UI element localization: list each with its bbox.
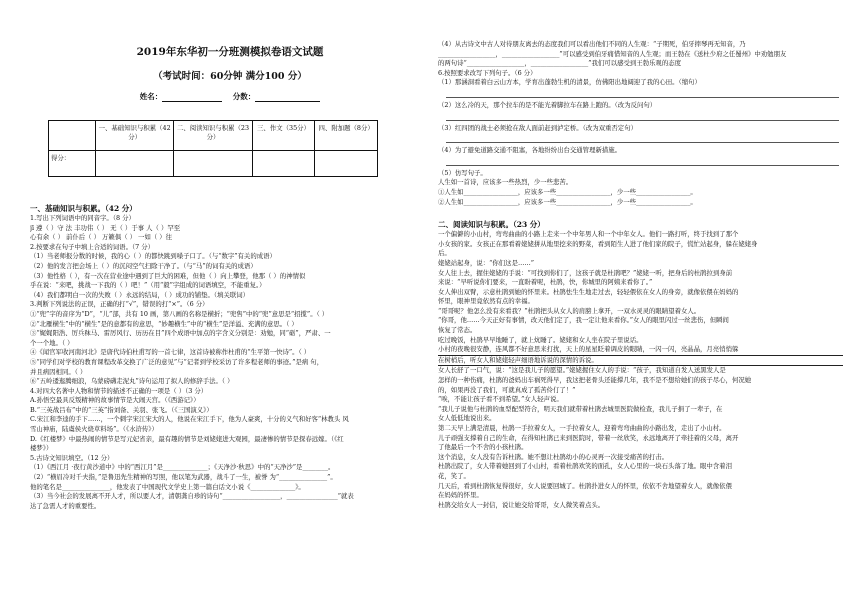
passage-line: 小村的夜晚很安静，连风都不好意思来打扰，天上的星星眨着调皮的眼睛，一闪一闪，亮晶晶，月亮悄悄躲 (438, 345, 843, 356)
passage-line: 杜鹃交给女人一封信，说让她交给哥哥，女人微笑着点头。 (438, 500, 605, 509)
question-line: ②“北雁横生”中的“横生”是的意都有的意思，“妙趣横生”中的“横生”是洋溢、充满的意思。（ ） (30, 319, 298, 328)
question-line: 楼梦》） (30, 444, 53, 453)
question-line: （1）《西江月 ·夜行黄沙道中》中的“西江月”是______________；《天净沙·秋思》中的“天净沙”是________。 (30, 463, 335, 472)
question-line: ①“兜”字的音序为“D”，“儿”部，共有 10 画，第八画的名称是横折；“兜售”中的“兜”意思是“招揽”。（ ） (30, 309, 329, 318)
passage-line: 女人伸出双臂，示意杜鹃到她的怀里来。杜鹃怯生生地走过去，轻轻偎依在女人的身旁，就像依偎在妈妈的 (438, 287, 739, 296)
passage-line: 姥姥站起身，说：“你们这是……” (438, 258, 535, 267)
question-line: 乎在说：“来吧，挑战一下我的（ ）吧！”（用“毅”字组成的词语填空，不能重复。） (30, 281, 266, 290)
passage-line: “哥哥呢？他怎么没有来看我？”杜鹃把头从女人的肩膀上拿开，一双水灵灵的眼睛望着女人。 (438, 306, 701, 315)
question-line: 的两句诗“__________________，__________________”我们可以感受到王勃乐观的态度 (438, 59, 681, 68)
question-line: jī 遵（ ）守 法 丰功伟（ ） 无（ ）于事 人（ ）罕至 (30, 223, 181, 232)
question-line: （3）他性格（ ），有一次在营业途中遇到了巨大的困难，但他（ ）向上攀登，他那（ ）的神情似 (30, 271, 306, 280)
exam-subtitle: （考试时间：60分钟 满分100 分） (153, 71, 307, 82)
rewrite-q5-b: ②人生如_________________，应该多一些_________________，少一些_________________。 (438, 197, 697, 206)
passage-line: 杜鹃出院了，女人带着她回到了小山村，看着杜鹃欢笑的面孔，女人心里的一块石头落了地。眼中含着泪 (438, 462, 732, 471)
right-column (438, 0, 843, 608)
score-row-label: 得分： (49, 151, 96, 177)
passage-line: 吃过晚饭，杜鹃早早地睡了，就上炕睡了。姥姥和女人坐在院子里说话。 (438, 335, 643, 344)
passage-line: “你哥，他……今天正好有事情，改天他们定了，我一定让他来看你。”女人的眼里闪过一丝悲伤，但瞬间 (438, 316, 729, 325)
passage-line: 女人低低地说出来。 (438, 414, 496, 423)
passage-line: 小女孩的家。女孩正在那看着姥姥拼从地里挖来的野菜，看到陌生人进了他们家的院子，慌忙站起身，躲在姥姥身 (438, 239, 758, 248)
score-header-4: 四、附加题（8分） (315, 121, 378, 151)
passage-line: 在妈妈的怀里。 (438, 491, 483, 500)
score-label: 分数： (232, 92, 256, 101)
passage-line: 一个偏僻的小山村，弯弯曲曲的小路上走来一个中年男人和一个中年女人。他们一路打听，终于找到了那个 (438, 230, 739, 239)
answer-line-1[interactable] (446, 88, 839, 98)
passage-line: 女人长舒了一口气，说：“这是我儿子的愿望。”姥姥握住女人的手说：“孩子，我知道自发人送黑发人是 (438, 366, 726, 375)
passage-line: 的，如果再没了我们，可就真成了孤苦伶仃了！” (438, 385, 576, 394)
question-line: （4）从古诗文中古人对待朋友离去的态度我们可以看出他们不同的人生观：“子期死，伯牙摔琴再无知音，乃 (438, 40, 746, 48)
passage-line: 儿子顽强支撑着自己的生命，在得知杜鹃已来到医院时，带着一丝欣笑，永远地离开了牵挂着的父母，离开 (438, 433, 739, 442)
passage-line: 几天后，看到杜鹃恢复得很好，女人说要回城了。杜鹃扑进女人的怀里，依依不舍地望着女人，就像依偎 (438, 481, 732, 490)
passage-line: 在树梢后，听女人和姥姥轻声细语地诉说的深情的诉说。 (438, 356, 843, 367)
question-line: ⑥“五岭逶迤腾细浪，乌蒙磅礴走泥丸”诗句运用了拟人的修辞手法。（ ） (30, 377, 234, 386)
question-line: __________________，__________________”可以感受到伯牙痛惜知音的人生观；而王勃在《送杜少府之任蜀州》中劝勉朋友 (438, 49, 787, 58)
passage-line: 女人往上去，握住姥姥的手说：“可找到你们了，这孩子就是杜鹃吧？”姥姥一听，把身后的杜鹃拉到身前 (438, 268, 733, 277)
passage-line: “唉，不能让孩子看不到希望。”女人轻声说。 (438, 395, 563, 404)
score-field[interactable] (255, 93, 320, 102)
rewrite-q5: （5）仿写句子。 (438, 168, 487, 177)
name-label: 姓名： (139, 92, 163, 101)
section2-heading: 二、阅读知识与积累。（23 分） (438, 220, 545, 230)
answer-line-3[interactable] (446, 133, 839, 143)
rewrite-q3: （3）红四团的战士必须抢在敌人面前赶到泸定桥。（改为双重否定句） (438, 123, 637, 132)
question-line: 个一个地。（ ） (30, 338, 74, 347)
score-header-empty (49, 121, 96, 151)
score-header-1: 一、基础知识与积累（42分） (96, 121, 174, 151)
passage-line: 花，笑了。 (438, 471, 470, 480)
question-line: B.“三英战吕布”中的“三英”指刘备、关羽、张飞。（《三国演义》） (30, 405, 213, 414)
question-line: （1）当老师报分数的时候，我的心（ ）的都快跳到嗓子口了。（与“数字”有关的成语） (30, 252, 276, 261)
score-cell-1[interactable] (96, 151, 174, 177)
question-line: 1.写出下列词语中的同音字。（8 分） (30, 214, 135, 222)
score-header-3: 三、作文（35分） (252, 121, 315, 151)
question-line: 6.按照要求改写下列句子。（6 分） (438, 68, 537, 77)
reading-passage (438, 230, 843, 510)
question-line: 并且病因相同。（ ） (30, 367, 87, 376)
question-line: D.《红楼梦》中最热闹的情节是写元妃省亲，最有趣的情节是刘姥姥进大观园，最凄惨的情节是探春远嫁。（《红 (30, 434, 344, 443)
question-line: 雪山神庙，陆虞侯火烧草料场”。（《水浒传》） (30, 425, 158, 434)
section1-body (30, 214, 430, 511)
score-table (48, 120, 378, 177)
name-field[interactable] (162, 93, 222, 102)
rewrite-q4: （4）为了避免道路交通不阻塞，各地纷纷出台交通管理新措施。 (438, 146, 622, 155)
question-line: 4.对四大名著中人物和情节的描述不正确的一项是（ ）（3 分） (30, 386, 208, 395)
question-line: 达了急需人才的重要性。 (30, 501, 101, 510)
question-line: 2.按要求在句子中填上合适的词语。（7 分） (30, 242, 155, 251)
score-header-2: 二、阅读知识与积累（23分） (174, 121, 252, 151)
question-line: ⑤“同学们对学校的教育课程改革交换了广泛的意见”与“记者到学校采访了许多程老师的事迹。”是病 句， (30, 357, 324, 366)
passage-line: 第二天早上满是清晨，杜鹃一手拉着女人，一手拉着女人，迎着弯弯曲曲的小路出发，走出了小山村。 (438, 424, 726, 432)
question-line: （2）“横眉冷对千夫指，”是鲁迅先生精神的写照，他以笔为武器，战斗了一生，被誉 为“_______________”。 (30, 473, 337, 482)
question-line: （1）那涵洞看着白云山方本，学育出蓬勃生机的清景，仿佛阳出地阔迎了我的心田。（缩句） (438, 78, 701, 87)
section1-heading: 一、基础知识与积累。（42 分） (30, 204, 137, 213)
question-line: 3.判断下列说法的正误，正确的打“√”，错误的打“×”。（6 分） (30, 300, 209, 309)
passage-line: “我儿子说他与杜鹃的血型配型符合，明天我们就带着杜鹃去城里医院做检查，我儿子捐了一辈子，在 (438, 404, 723, 413)
question-line: （3）当今社会的发展离不开人才，所以要人才，清朝龚自珍的诗句“__________________，________________”就表 (30, 492, 354, 501)
answer-line-2[interactable] (446, 111, 839, 121)
passage-line: 恢复了常态。 (438, 326, 477, 335)
passage-line: 怀里，眼神里竟依然有点的幸福。 (438, 297, 534, 306)
passage-line: 来说：“早听说你们要来，一直盼着呢，杜鹃，快，你城里的阿姨来看你了。” (438, 278, 653, 287)
left-column (30, 0, 430, 608)
question-line: 心有余（ ） 前仆后（ ） 万籁俱（ ） 一如（ ）往 (30, 233, 173, 242)
question-line: A.孙悟空最具反叛精神的故事情节是大闹天宫。（《西游记》） (30, 396, 200, 405)
passage-line: 了他最后一个不舍的小孩杜鹃。 (438, 443, 528, 452)
question-line: （2）他的发言把会场上（ ）的沉闷空气扫除干净了。（与“马”的词有关的成语） (30, 261, 257, 270)
question-line: ③“娓娓阳浩、厉兵秣马、雷厉风行、历历在目”四个成语中加点的字含义分别是：劝勉，同“砺”，严肃、一 (30, 329, 331, 338)
passage-line: 怎样的一种伤痛，杜鹃的爸妈出车祸死得早，我这把老骨头还能撑几年，我不是不想给她们的孩子尽心，何况她 (438, 376, 752, 385)
rewrite-q5-example: 人生如一首诗，应该多一些热烈，少一些悲苦。 (438, 178, 573, 187)
poetry-and-rewrite (438, 40, 843, 88)
score-cell-3[interactable] (252, 151, 315, 177)
exam-title: 2019年东华初一分班测模拟卷语文试题 (136, 46, 324, 58)
passage-line: 这个消息，女人没有告诉杜鹃。她不想让杜鹃幼小的心灵再一次接受痛苦的打击。 (438, 452, 669, 461)
answer-line-4[interactable] (446, 156, 839, 166)
question-line: （4）我们都明白一次的失败（ ）永远的结局，（ ）成功的铺垫。（填关联词） (30, 290, 250, 299)
question-line: 5.古诗文知识填空。（12 分） (30, 453, 114, 462)
question-line: 他的笔名是_______________，他发表了中国现代文学史上第一篇白话文小说《______________》。 (30, 482, 305, 491)
question-line: C.宋江和李逵的手下……，一个刺字宋江宋大的人，他说在宋江手下，他为人豪爽，十分的义气和好客“林教头 风 (30, 415, 349, 424)
name-score-line (30, 91, 430, 102)
question-line: ④《闻官军收河南河北》是唐代诗伯杜甫写的一首七律，这首诗被称作杜甫的“生平第一快诗”。（ ） (30, 348, 311, 357)
rewrite-q2: （2）这么冷的天，那个拉车的是不能光着脚拉车在路上跑的。（改为反问句） (438, 100, 657, 109)
rewrite-q5-a: ①人生如_________________，应该多一些_________________，少一些_________________。 (438, 187, 697, 196)
score-cell-4[interactable] (315, 151, 378, 177)
score-cell-2[interactable] (174, 151, 252, 177)
passage-line: 后。 (438, 249, 451, 258)
